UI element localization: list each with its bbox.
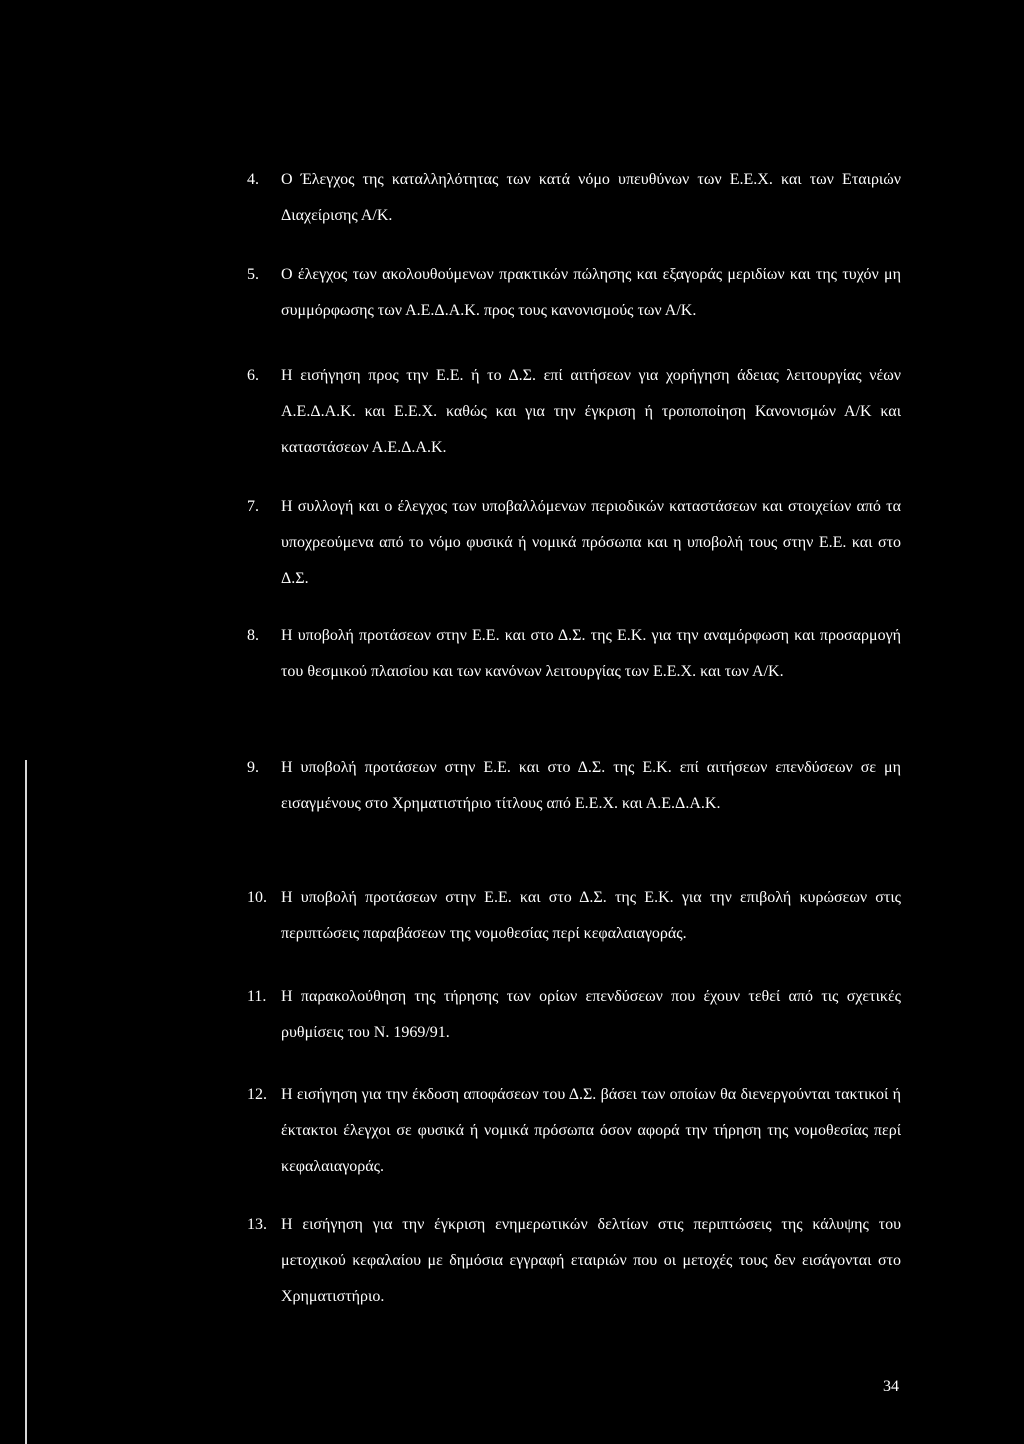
- list-item: [247, 618, 901, 690]
- list-item-number: 7.: [247, 498, 259, 515]
- list-item: [247, 257, 901, 329]
- list-item-text: Ο έλεγχος των ακολουθούμενων πρακτικών πώλησης και εξαγοράς μεριδίων και της τυχόν μη συμμόρφωσης των Α.Ε.Δ.Α.Κ. προς τους κανονισμούς των Α/Κ.: [281, 266, 901, 319]
- list-item-text: Η υποβολή προτάσεων στην Ε.Ε. και στο Δ.Σ. της Ε.Κ. για την επιβολή κυρώσεων στις περιπτώσεις παραβάσεων της νομοθεσίας περί κεφαλαιαγοράς.: [281, 889, 901, 942]
- list-item: [247, 162, 901, 234]
- list-item-number: 12.: [247, 1086, 267, 1103]
- list-item: [247, 1077, 901, 1185]
- list-item: [247, 358, 901, 466]
- list-item-text: Η εισήγηση προς την Ε.Ε. ή το Δ.Σ. επί αιτήσεων για χορήγηση άδειας λειτουργίας νέων Α.Ε.Δ.Α.Κ. και Ε.Ε.Χ. καθώς και για την έγκριση ή τροποποίηση Κανονισμών Α/Κ και καταστάσεων Α.Ε.Δ.Α.Κ.: [281, 367, 901, 456]
- list-item-number: 5.: [247, 266, 259, 283]
- list-item: [247, 489, 901, 597]
- list-item-number: 10.: [247, 889, 267, 906]
- list-item-text: Η εισήγηση για την έγκριση ενημερωτικών δελτίων στις περιπτώσεις της κάλυψης του μετοχικού κεφαλαίου με δημόσια εγγραφή εταιριών που οι μετοχές τους δεν εισάγονται στο Χρηματιστήριο.: [281, 1216, 901, 1305]
- page-number: 34: [883, 1378, 899, 1395]
- list-item-number: 11.: [247, 988, 267, 1005]
- list-item: [247, 750, 901, 822]
- list-item: [247, 1207, 901, 1315]
- list-item-text: Η εισήγηση για την έκδοση αποφάσεων του Δ.Σ. βάσει των οποίων θα διενεργούνται τακτικοί ή έκτακτοι έλεγχοι σε φυσικά ή νομικά πρόσωπα όσον αφορά την τήρηση της νομοθεσίας περί κεφαλαιαγοράς.: [281, 1086, 901, 1175]
- left-margin-rule: [25, 760, 27, 1444]
- list-item-number: 4.: [247, 171, 259, 188]
- list-item-number: 13.: [247, 1216, 267, 1233]
- list-item-text: Ο Έλεγχος της καταλληλότητας των κατά νόμο υπευθύνων των Ε.Ε.Χ. και των Εταιριών Διαχείρισης Α/Κ.: [281, 171, 901, 224]
- list-item-text: Η υποβολή προτάσεων στην Ε.Ε. και στο Δ.Σ. της Ε.Κ. για την αναμόρφωση και προσαρμογή του θεσμικού πλαισίου και των κανόνων λειτουργίας των Ε.Ε.Χ. και των Α/Κ.: [281, 627, 901, 680]
- list-item: [247, 979, 901, 1051]
- list-item-number: 6.: [247, 367, 259, 384]
- list-item-number: 8.: [247, 627, 259, 644]
- list-item-text: Η συλλογή και ο έλεγχος των υποβαλλόμενων περιοδικών καταστάσεων και στοιχείων από τα υποχρεούμενα από το νόμο φυσικά ή νομικά πρόσωπα και η υποβολή τους στην Ε.Ε. και στο Δ.Σ.: [281, 498, 901, 587]
- list-item-text: Η παρακολούθηση της τήρησης των ορίων επενδύσεων που έχουν τεθεί από τις σχετικές ρυθμίσεις του Ν. 1969/91.: [281, 988, 901, 1041]
- list-item-number: 9.: [247, 759, 259, 776]
- list-item: [247, 880, 901, 952]
- list-item-text: Η υποβολή προτάσεων στην Ε.Ε. και στο Δ.Σ. της Ε.Κ. επί αιτήσεων επενδύσεων σε μη εισαγμένους στο Χρηματιστήριο τίτλους από Ε.Ε.Χ. και Α.Ε.Δ.Α.Κ.: [281, 759, 901, 812]
